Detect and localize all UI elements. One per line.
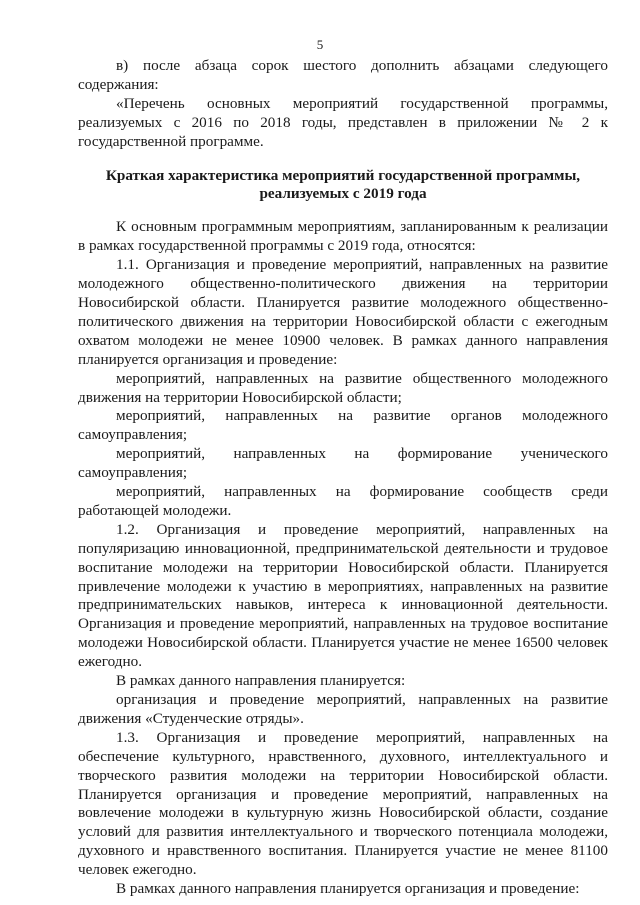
spacer (78, 204, 608, 218)
spacer (78, 152, 608, 167)
paragraph-list-item: мероприятий, направленных на формирование сообществ среди работающей молодежи. (78, 483, 608, 519)
paragraph-list-item: мероприятий, направленных на развитие органов молодежного самоуправления; (78, 407, 608, 444)
paragraph-item-1-1: 1.1. Организация и проведение мероприятий, направленных на развитие молодежного общественно-политического движения на территории Новосибирской области. Планируется развитие молодежного общественно-политического движения на территории Новосибирской области с ежегодным охватом молодежи не менее 10900 человек. В рамках данного направления планируется организация и проведение: (78, 256, 608, 368)
paragraph-list-item: организация и проведение мероприятий, направленных на развитие движения «Студенческие отряды». (78, 691, 608, 727)
paragraph-item-1-2: 1.2. Организация и проведение мероприятий, направленных на популяризацию инновационной, предпринимательской деятельности и трудовое воспитание молодежи на территории Новосибирской области. Планируется привлечение молодежи к участию в мероприятиях, направленных на развитие предпринимательских навыков, интереса к инновационной деятельности. Организация и проведение мероприятий, направленных на трудовое воспитание молодежи Новосибирской области. Планируется участие не менее 16500 человек ежегодно. (78, 520, 608, 671)
paragraph-amendment-intro: в) после абзаца сорок шестого дополнить абзацами следующего содержания: (78, 57, 608, 93)
paragraph-list-item: мероприятий, направленных на формирование ученического самоуправления; (78, 445, 608, 482)
section-heading-line-1: Краткая характеристика мероприятий государственной программы, (105, 166, 581, 184)
paragraph-list-item: мероприятий, направленных на развитие общественного молодежного движения на территории Новосибирской области; (78, 369, 608, 406)
paragraph-intro: К основным программным мероприятиям, запланированным к реализации в рамках государственной программы с 2019 года, относятся: (78, 218, 608, 255)
paragraph-direction-note: В рамках данного направления планируется: (116, 672, 406, 690)
document-body (78, 57, 608, 899)
paragraph-amendment-text: «Перечень основных мероприятий государственной программы, реализуемых с 2016 по 2018 годы, представлен в приложении № 2 к государственной программе. (78, 94, 608, 150)
section-heading-line-2: реализуемых с 2019 года (259, 185, 427, 203)
page-number: 5 (316, 37, 324, 52)
paragraph-item-1-3: 1.3. Организация и проведение мероприятий, направленных на обеспечение культурного, нравственного, духовного, интеллектуального и творческого развития молодежи на территории Новосибирской области. Планируется организация и проведение мероприятий, направленных на вовлечение молодежи в культурную жизнь Новосибирской области, создание условий для развития интеллектуального и творческого потенциала молодежи, духовного и нравственного воспитания. Планируется участие не менее 81100 человек ежегодно. (78, 728, 608, 879)
paragraph-direction-note: В рамках данного направления планируется организация и проведение: (116, 880, 580, 898)
section-heading (78, 167, 608, 205)
